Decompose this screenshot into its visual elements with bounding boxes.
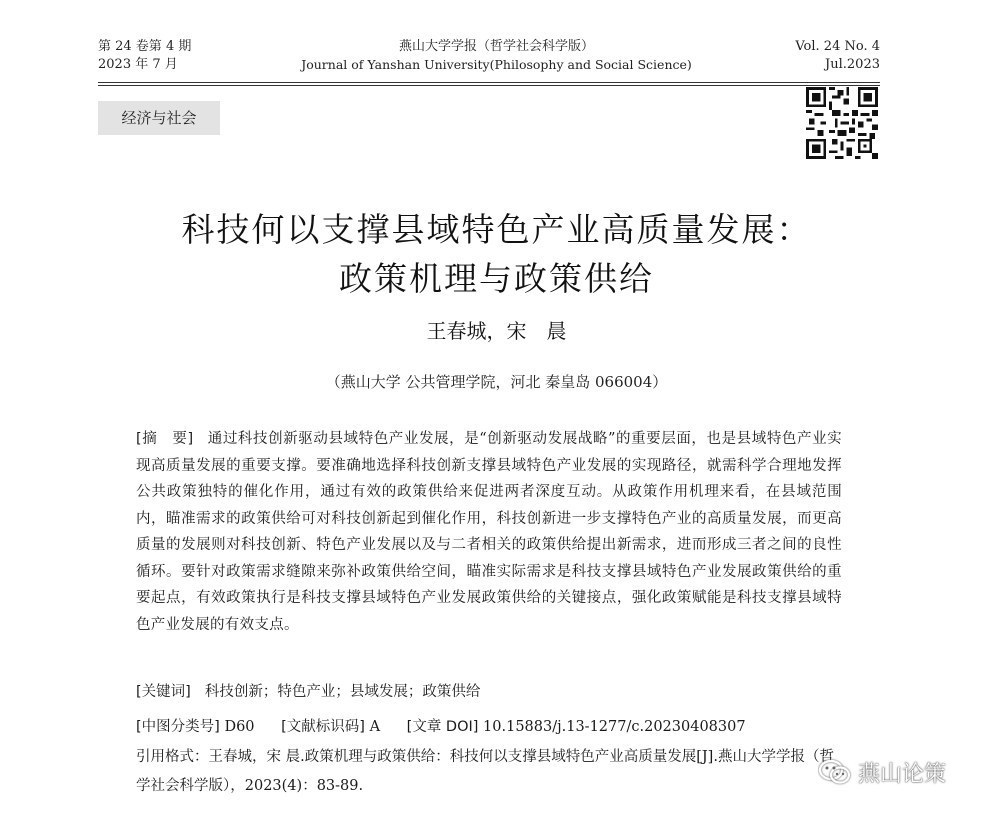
- citation: [136, 743, 842, 801]
- volume-issue: 第 24 卷第 4 期: [98, 39, 192, 54]
- clc-value: D60: [224, 719, 255, 735]
- authors: 王春城，宋 晨: [426, 319, 567, 343]
- citation-text: 王春城，宋 晨.政策机理与政策供给：科技何以支撑县域特色产业高质量发展[J].燕山大学学报（哲学社会科学版），2023(4)：83-89.: [136, 749, 834, 794]
- clc-label: [中图分类号]: [136, 719, 220, 735]
- journal-name-cn: 燕山大学学报（哲学社会科学版）: [398, 39, 594, 54]
- abstract-text: 通过科技创新驱动县域特色产业发展，是“创新驱动发展战略”的重要层面，也是县域特色产业实现高质量发展的重要支撑。要准确地选择科技创新支撑县域特色产业发展的实现路径，就需科学合理地发挥公共政策独特的催化作用，通过有效的政策供给来促进两者深度互动。从政策作用机理来看，在县域范围内，瞄准需求的政策供给可对科技创新起到催化作用，科技创新进一步支撑特色产业的高质量发展，而更高质量的发展则对科技创新、特色产业发展以及与二者相关的政策供给提出新需求，进而形成三者之间的良性循环。要针对政策需求缝隙来弥补政策供给空间，瞄准实际需求是科技支撑县域特色产业发展政策供给的重要起点，有效政策执行是科技支撑县域特色产业发展政策供给的关键接点，强化政策赋能是科技支撑县域特色产业发展的有效支点。: [136, 431, 842, 633]
- doc-code-value: A: [369, 719, 381, 735]
- article-title-line1: 科技何以支撑县域特色产业高质量发展：: [181, 210, 812, 249]
- header-rule-second: [98, 85, 880, 86]
- publication-date-en: Jul.2023: [825, 57, 880, 72]
- citation-label: 引用格式：: [136, 749, 209, 765]
- volume-issue-en: Vol. 24 No. 4: [795, 39, 880, 54]
- keywords-text: 科技创新；特色产业；县域发展；政策供给: [204, 684, 481, 700]
- journal-name-en: Journal of Yanshan University(Philosophy and Social Science): [301, 57, 692, 72]
- publication-date: 2023 年 7 月: [98, 57, 178, 72]
- wechat-watermark: [818, 756, 968, 788]
- affiliation: （燕山大学 公共管理学院，河北 秦皇岛 066004）: [325, 373, 668, 391]
- doc-code-label: [文献标识码]: [281, 719, 365, 735]
- article-title-line2: 政策机理与政策供给: [339, 259, 654, 298]
- keywords: [136, 681, 480, 703]
- abstract-label: [摘 要]: [136, 431, 194, 447]
- doi-label: [文章 DOI]: [406, 719, 479, 735]
- classification-info: [136, 716, 768, 738]
- header-rule: [98, 82, 880, 83]
- section-tag: 经济与社会: [98, 101, 220, 135]
- watermark-text: 燕山论策: [858, 761, 947, 787]
- keywords-label: [关键词]: [136, 684, 191, 700]
- qr-code-icon[interactable]: [806, 87, 878, 159]
- wechat-icon: [818, 758, 852, 786]
- abstract: [136, 426, 842, 638]
- doi-value[interactable]: 10.15883/j.13-1277/c.20230408307: [483, 719, 746, 735]
- journal-issue-info-en: [795, 38, 880, 74]
